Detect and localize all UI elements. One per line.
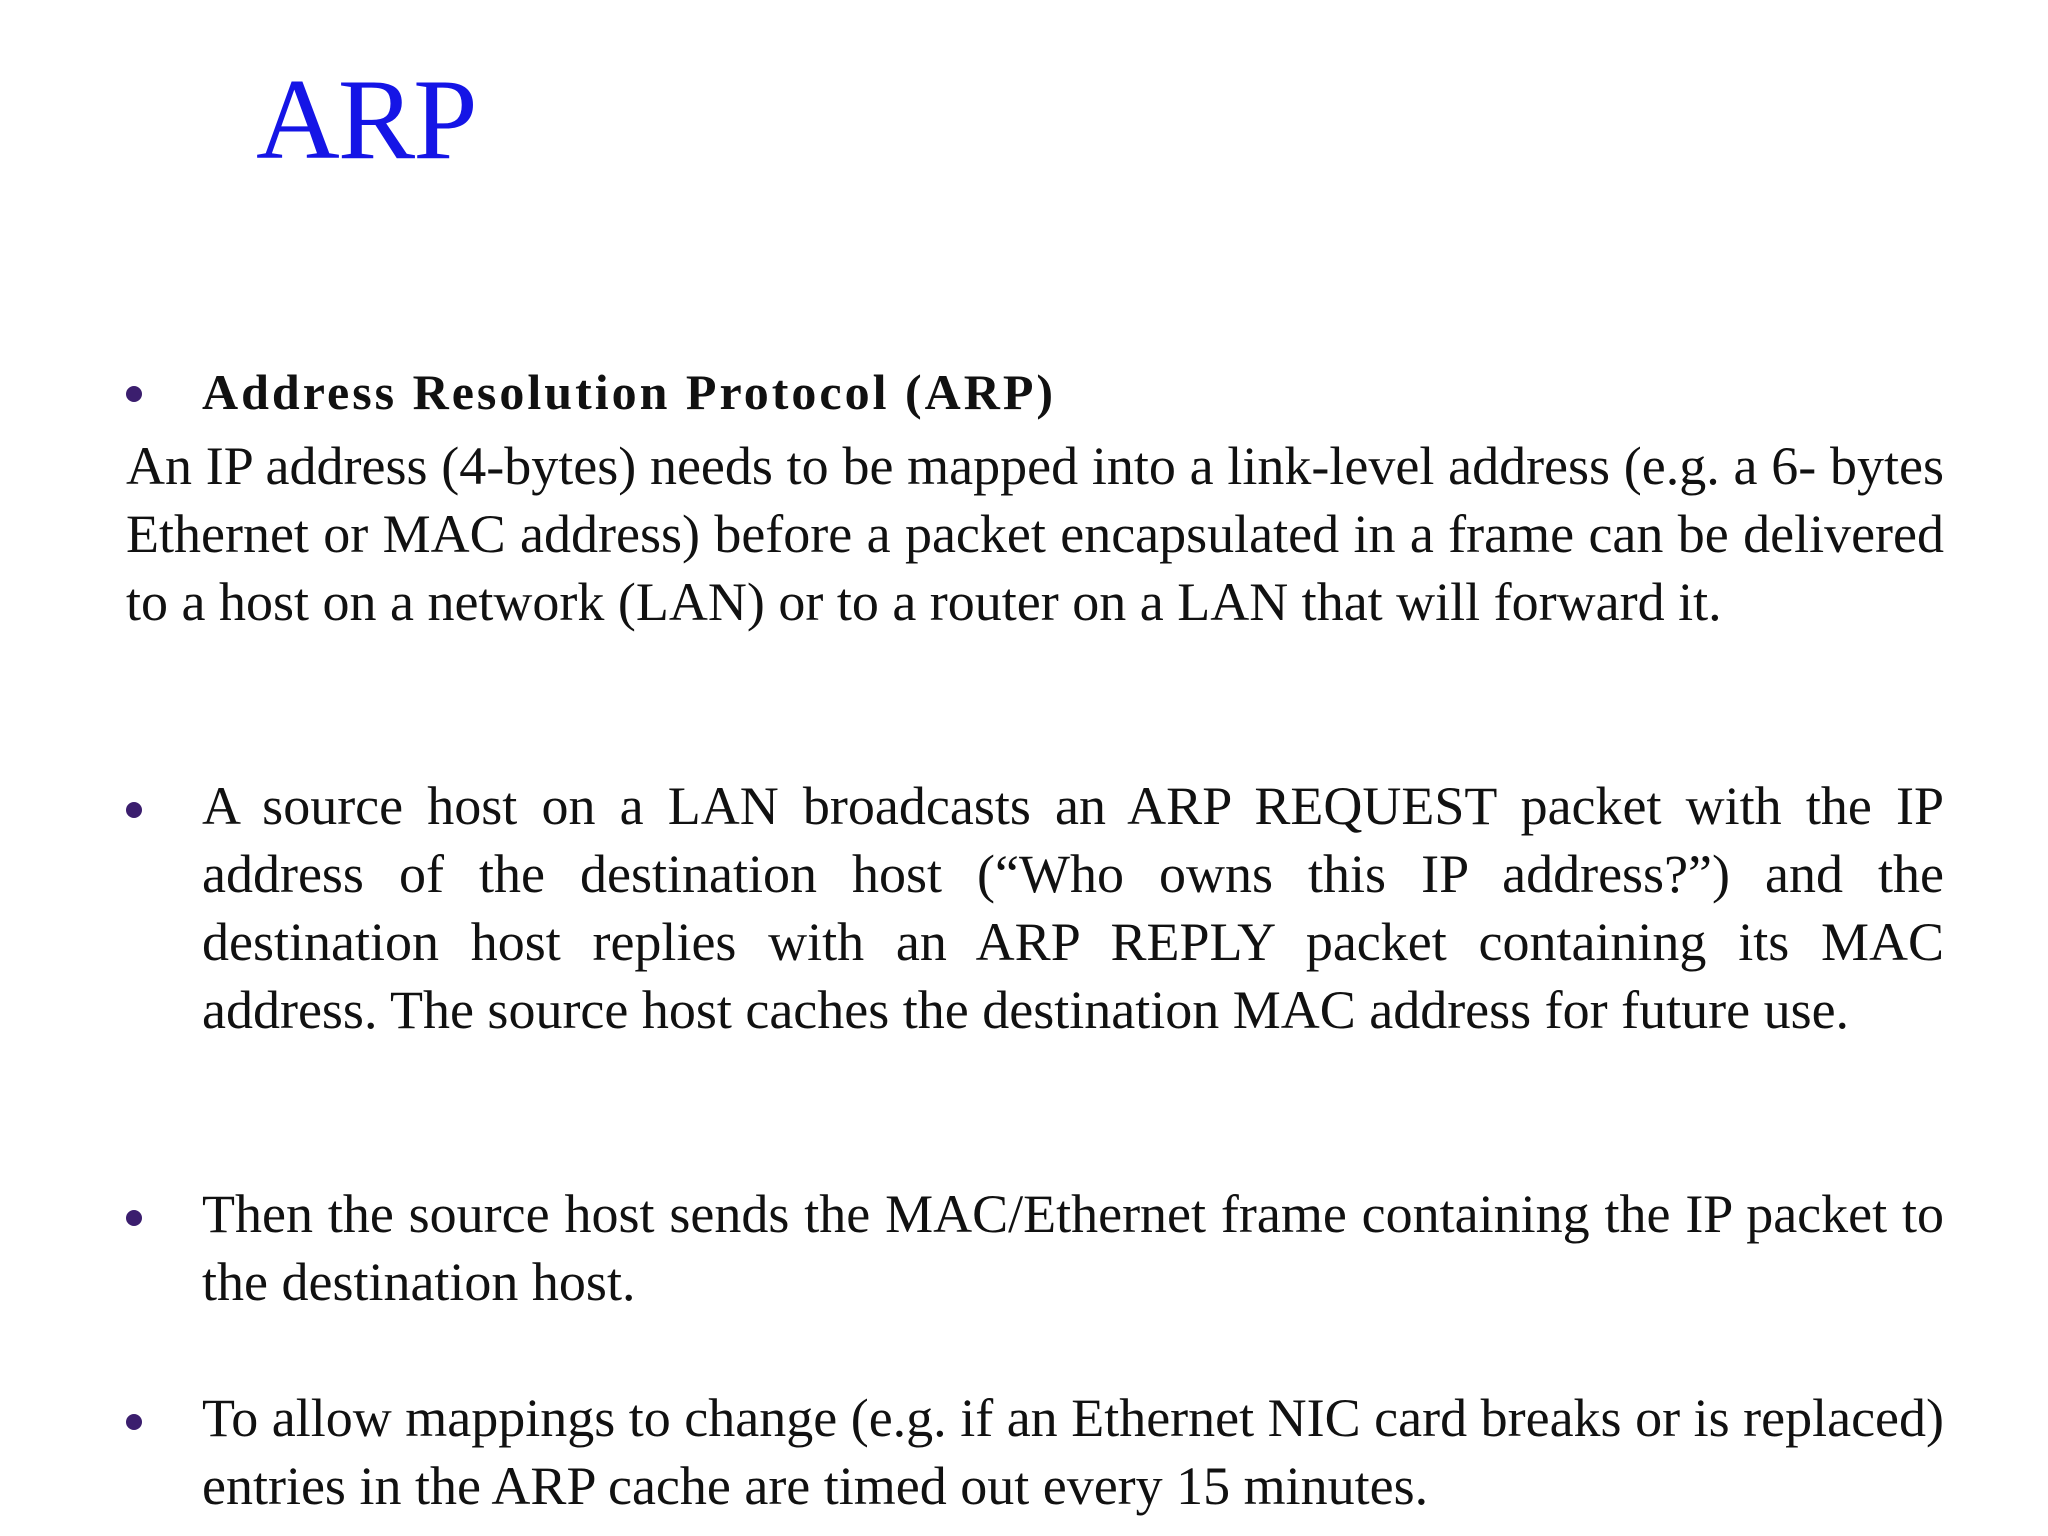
slide-title: ARP: [256, 56, 476, 184]
bullet-text-send-frame: Then the source host sends the MAC/Ethernet frame containing the IP packet to the destination host.: [202, 1184, 1944, 1312]
intro-paragraph: An IP address (4-bytes) needs to be mapped into a link-level address (e.g. a 6- bytes Ethernet or MAC address) before a packet encapsulated in a frame can be delivered to a host on a network (LAN) or to a router on a LAN that will forward it.: [126, 436, 1944, 632]
bullet-text-cache-timeout: To allow mappings to change (e.g. if an Ethernet NIC card breaks or is replaced) entries in the ARP cache are timed out every 15 minutes.: [202, 1388, 1944, 1516]
section-heading: Address Resolution Protocol (ARP): [202, 364, 1057, 420]
bullet-dot-icon: [126, 1210, 142, 1226]
bullet-text-request-reply: A source host on a LAN broadcasts an ARP REQUEST packet with the IP address of the destination host (“Who owns this IP address?”) and the destination host replies with an ARP REPLY packet containing its MAC address. The source host caches the destination MAC address for future use.: [202, 776, 1944, 1040]
bullet-dot-icon: [126, 1414, 142, 1430]
bullet-dot-icon: [126, 386, 142, 402]
bullet-dot-icon: [126, 802, 142, 818]
